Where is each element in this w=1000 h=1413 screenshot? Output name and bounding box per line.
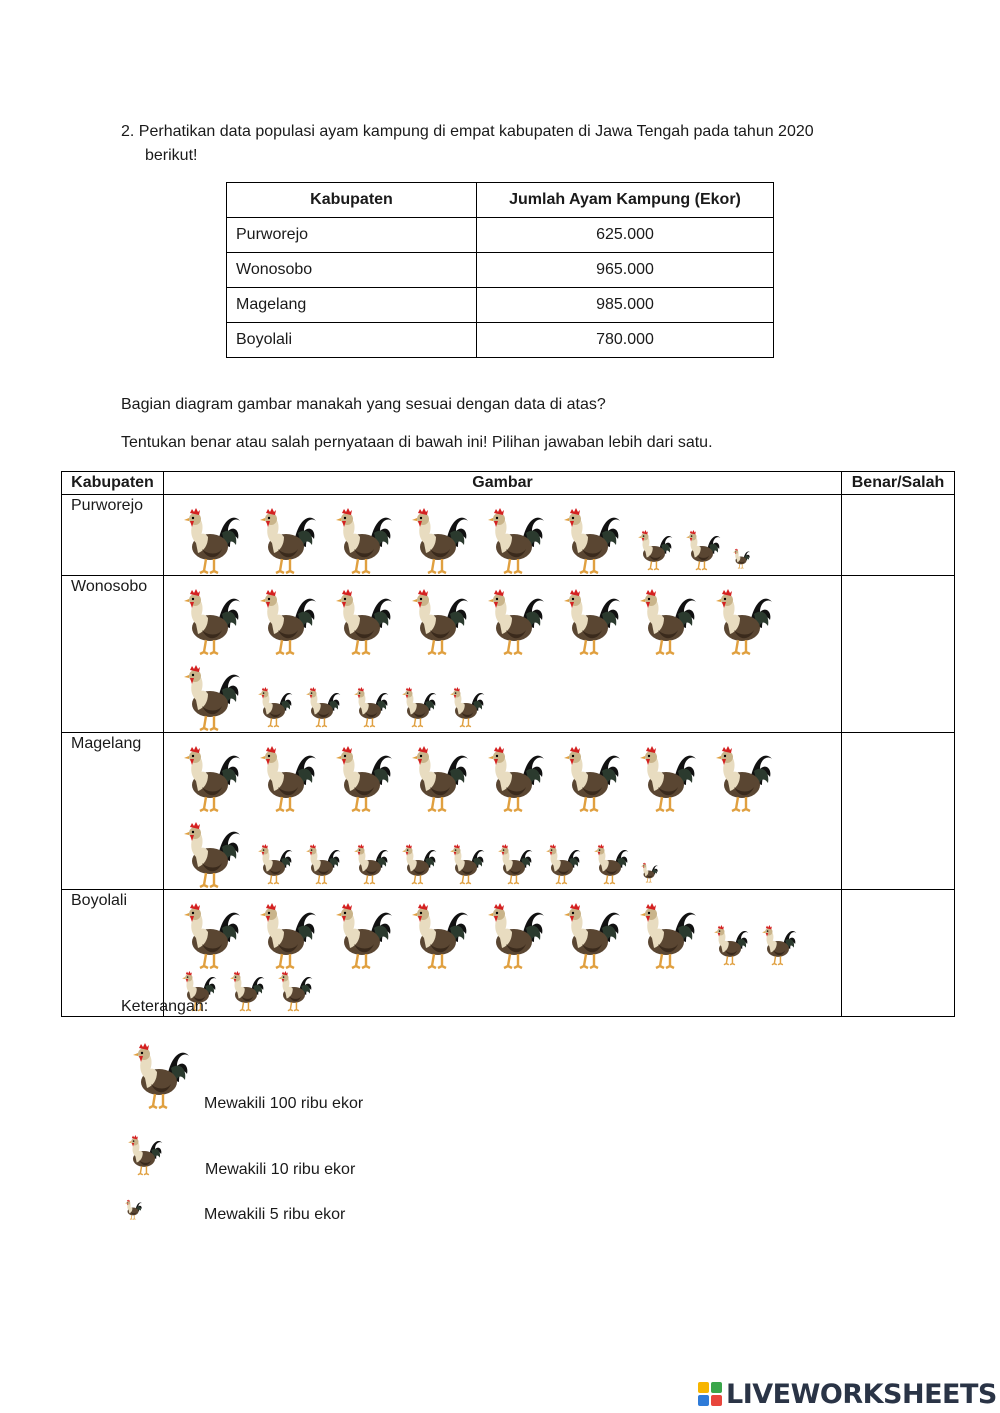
rooster-icon — [634, 898, 698, 970]
cell-kabupaten: Wonosobo — [227, 253, 477, 288]
benar-salah-answer-cell[interactable] — [842, 576, 955, 733]
cell-gambar — [164, 733, 842, 890]
cell-kabupaten: Magelang — [62, 733, 164, 890]
rooster-icon — [254, 503, 318, 575]
pictograph-header-row — [62, 472, 955, 495]
rooster-icon — [254, 584, 318, 656]
legend-text-5: Mewakili 5 ribu ekor — [204, 1206, 346, 1223]
rooster-icon — [558, 584, 622, 656]
legend-title: Keterangan: — [121, 998, 209, 1015]
rooster-icon — [590, 841, 630, 885]
benar-salah-answer-cell[interactable] — [842, 890, 955, 1017]
pictograph-line — [178, 970, 841, 1016]
cell-gambar — [164, 890, 842, 1017]
rooster-icon — [634, 584, 698, 656]
rooster-icon — [446, 684, 486, 728]
rooster-icon — [330, 898, 394, 970]
cell-kabupaten: Purworejo — [62, 495, 164, 576]
rooster-icon — [482, 741, 546, 813]
cell-jumlah: 780.000 — [477, 323, 774, 358]
rooster-icon — [558, 503, 622, 575]
rooster-icon — [178, 660, 242, 732]
rooster-icon — [178, 817, 242, 889]
cell-jumlah: 965.000 — [477, 253, 774, 288]
rooster-icon — [406, 898, 470, 970]
cell-gambar — [164, 495, 842, 576]
column-header-kabupaten: Kabupaten — [227, 183, 477, 218]
rooster-icon — [682, 527, 722, 571]
cell-kabupaten: Wonosobo — [62, 576, 164, 733]
logo-text: LIVEWORKSHEETS — [726, 1378, 997, 1410]
cell-jumlah: 625.000 — [477, 218, 774, 253]
rooster-icon — [330, 741, 394, 813]
pictograph-row — [62, 733, 955, 890]
rooster-icon — [127, 1038, 191, 1110]
rooster-icon — [558, 898, 622, 970]
pictograph-line — [178, 499, 841, 575]
rooster-icon — [398, 684, 438, 728]
rooster-icon — [406, 741, 470, 813]
pictograph-row — [62, 495, 955, 576]
column-header-jumlah: Jumlah Ayam Kampung (Ekor) — [477, 183, 774, 218]
table-row — [227, 253, 774, 288]
table-row — [227, 288, 774, 323]
rooster-icon — [542, 841, 582, 885]
table-row — [227, 323, 774, 358]
rooster-icon — [178, 503, 242, 575]
rooster-icon — [178, 898, 242, 970]
benar-salah-answer-cell[interactable] — [842, 495, 955, 576]
rooster-icon — [274, 968, 314, 1012]
column-header-kabupaten: Kabupaten — [62, 472, 164, 495]
rooster-icon — [226, 968, 266, 1012]
logo-mark-icon — [698, 1382, 722, 1406]
rooster-icon — [254, 684, 294, 728]
population-table — [226, 182, 774, 358]
rooster-icon — [446, 841, 486, 885]
rooster-icon — [710, 922, 750, 966]
pictograph-line — [178, 737, 841, 813]
rooster-icon — [178, 584, 242, 656]
rooster-icon — [302, 684, 342, 728]
rooster-icon — [350, 841, 390, 885]
rooster-icon — [302, 841, 342, 885]
pictograph-line — [178, 894, 841, 970]
rooster-icon — [482, 584, 546, 656]
rooster-icon — [634, 741, 698, 813]
prompt-which-diagram: Bagian diagram gambar manakah yang sesuai dengan data di atas? — [121, 396, 606, 413]
prompt-true-false: Tentukan benar atau salah pernyataan di bawah ini! Pilihan jawaban lebih dari satu. — [121, 434, 713, 451]
table-header-row — [227, 183, 774, 218]
cell-kabupaten: Magelang — [227, 288, 477, 323]
rooster-icon — [350, 684, 390, 728]
column-header-gambar: Gambar — [164, 472, 842, 495]
rooster-icon — [124, 1132, 164, 1176]
table-row — [227, 218, 774, 253]
rooster-icon — [730, 547, 752, 569]
rooster-icon — [482, 503, 546, 575]
rooster-icon — [406, 503, 470, 575]
pictograph-line — [178, 580, 841, 656]
rooster-icon — [638, 861, 660, 883]
rooster-icon — [482, 898, 546, 970]
rooster-icon — [178, 741, 242, 813]
rooster-icon — [634, 527, 674, 571]
question-line-2: berikut! — [145, 147, 198, 164]
cell-jumlah: 985.000 — [477, 288, 774, 323]
rooster-icon — [406, 584, 470, 656]
cell-gambar — [164, 576, 842, 733]
rooster-icon — [558, 741, 622, 813]
benar-salah-answer-cell[interactable] — [842, 733, 955, 890]
legend-text-10: Mewakili 10 ribu ekor — [205, 1161, 356, 1178]
rooster-icon — [254, 898, 318, 970]
pictograph-row — [62, 576, 955, 733]
rooster-icon — [330, 584, 394, 656]
question-line-1: 2. Perhatikan data populasi ayam kampung di empat kabupaten di Jawa Tengah pada tahun 2020 — [121, 123, 814, 140]
rooster-icon — [330, 503, 394, 575]
cell-kabupaten: Boyolali — [62, 890, 164, 1017]
rooster-icon — [122, 1198, 144, 1220]
rooster-icon — [254, 841, 294, 885]
column-header-benar-salah: Benar/Salah — [842, 472, 955, 495]
cell-kabupaten: Purworejo — [227, 218, 477, 253]
rooster-icon — [254, 741, 318, 813]
legend-text-100: Mewakili 100 ribu ekor — [204, 1095, 364, 1112]
pictograph-line — [178, 813, 841, 889]
rooster-icon — [758, 922, 798, 966]
rooster-icon — [710, 584, 774, 656]
cell-kabupaten: Boyolali — [227, 323, 477, 358]
pictograph-table — [61, 471, 955, 1017]
rooster-icon — [710, 741, 774, 813]
pictograph-line — [178, 656, 841, 732]
question-text — [121, 120, 879, 168]
liveworksheets-logo — [698, 1377, 997, 1411]
rooster-icon — [398, 841, 438, 885]
rooster-icon — [494, 841, 534, 885]
